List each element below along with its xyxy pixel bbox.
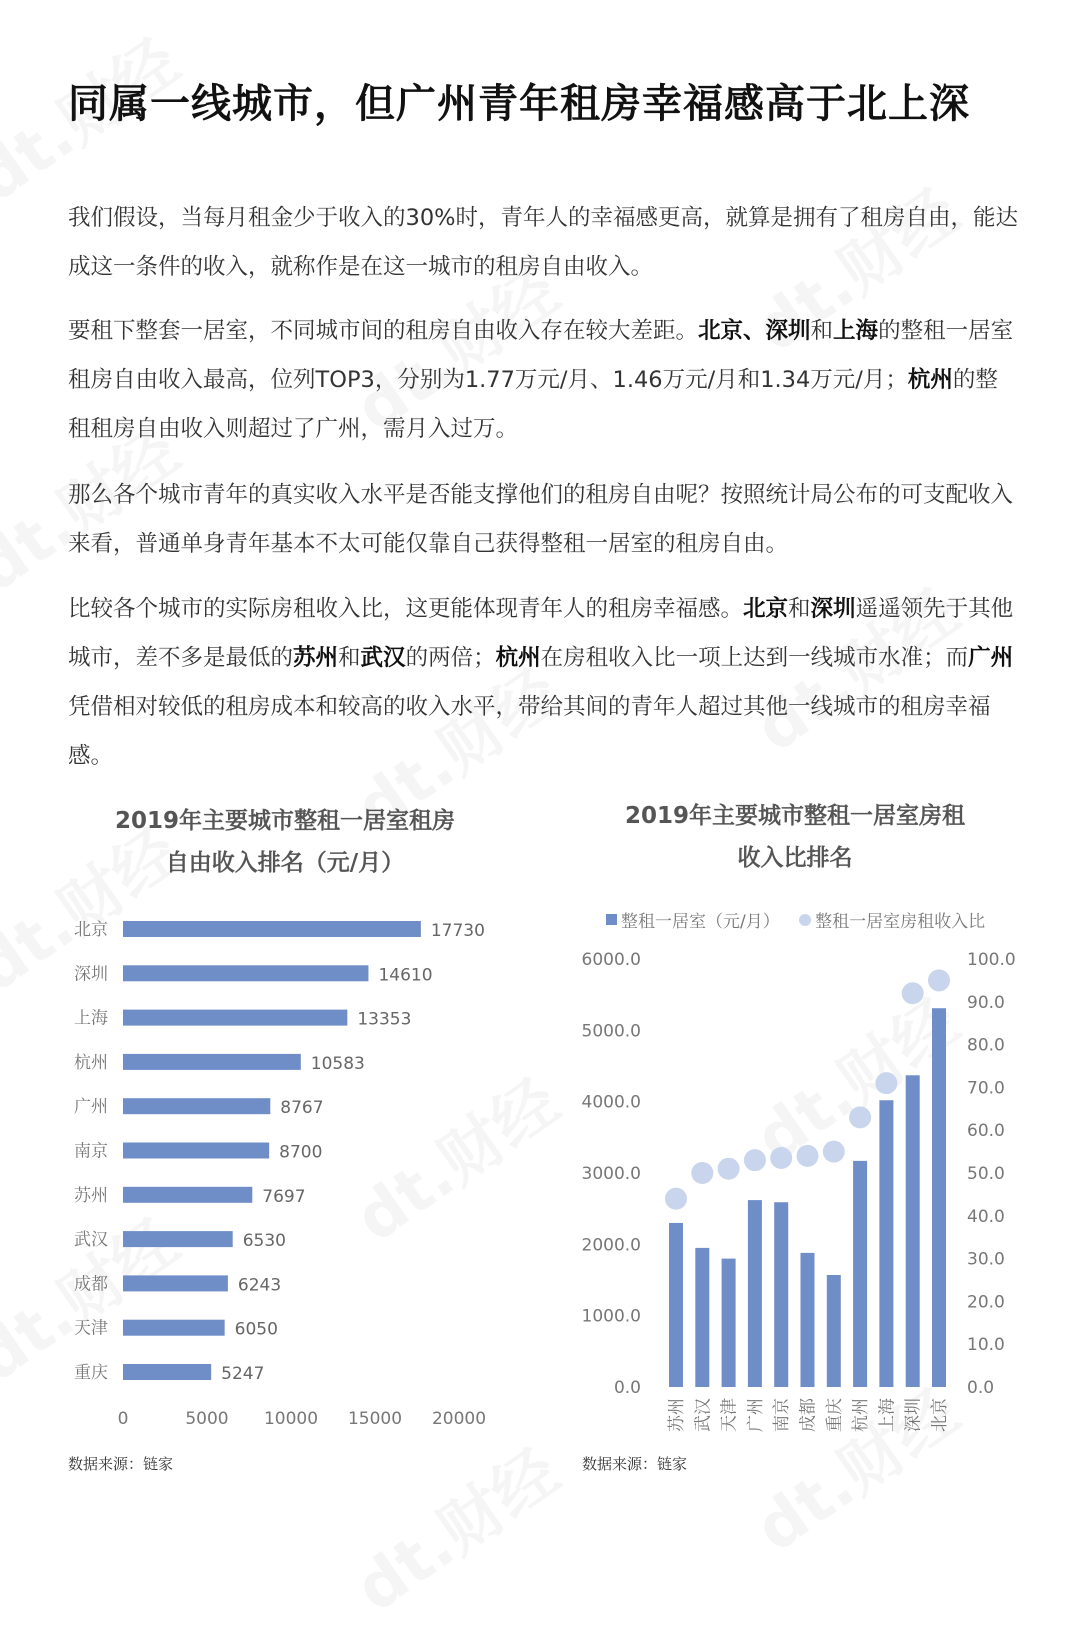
x-tick-label: 10000	[263, 1409, 319, 1429]
bar	[123, 1364, 211, 1380]
page-title: 同属一线城市，但广州青年租房幸福感高于北上深	[68, 81, 970, 127]
bar	[695, 1248, 709, 1387]
y-left-tick-label: 3000.0	[581, 1164, 641, 1184]
bar	[906, 1075, 920, 1387]
y-right-tick-label: 90.0	[967, 992, 1005, 1013]
legend-dot-label: 整租一居室房租收入比	[815, 912, 986, 932]
chart1-source: 数据来源：链家	[68, 1455, 174, 1473]
bar	[123, 1098, 270, 1114]
ratio-dot	[691, 1162, 713, 1184]
body-text: 要租下整套一居室，不同城市间的租房自由收入存在较大差距。	[68, 318, 699, 344]
category-label: 深圳	[74, 964, 108, 985]
body-text: 比较各个城市的实际房租收入比，这更能体现青年人的租房幸福感。	[68, 596, 744, 622]
body-text: 那么各个城市青年的真实收入水平是否能支撑他们的租房自由呢？按照统计局公布的可支配收入来看，普通单身青年基本不太可能仅靠自己获得整租一居室的租房自由。	[68, 482, 1014, 557]
y-right-tick-label: 0.0	[967, 1378, 995, 1398]
bar	[123, 1187, 252, 1203]
data-label: 7697	[262, 1186, 306, 1207]
ratio-dot	[928, 969, 950, 991]
y-right-tick-label: 70.0	[967, 1078, 1005, 1099]
x-category-label: 广州	[745, 1398, 766, 1432]
y-left-tick-label: 0.0	[613, 1378, 641, 1398]
paragraph	[68, 194, 1018, 292]
data-label: 14610	[378, 965, 433, 986]
y-right-tick-label: 80.0	[967, 1035, 1005, 1056]
body-text: 的两倍；	[405, 645, 496, 671]
paragraph	[68, 307, 1018, 454]
bar	[123, 1275, 228, 1291]
y-right-tick-label: 40.0	[967, 1206, 1005, 1227]
highlight-text: 武汉	[360, 645, 406, 671]
income-rank-bar-chart	[60, 900, 520, 1460]
chart2-title-line1: 2019年主要城市整租一居室房租	[624, 803, 965, 829]
bar	[669, 1223, 683, 1387]
chart2-source: 数据来源：链家	[582, 1455, 688, 1473]
ratio-dot	[823, 1141, 845, 1163]
body-text: 凭借相对较低的租房成本和较高的收入水平，带给其间的青年人超过其他一线城市的租房幸福感。	[68, 694, 991, 769]
data-label: 5247	[221, 1364, 265, 1384]
y-right-tick-label: 30.0	[967, 1249, 1005, 1270]
x-tick-label: 0	[117, 1409, 129, 1429]
highlight-text: 广州	[968, 645, 1014, 671]
bar	[123, 1143, 269, 1159]
data-label: 6050	[234, 1319, 278, 1340]
bar	[123, 965, 368, 981]
highlight-text: 杭州	[495, 645, 541, 671]
y-left-tick-label: 4000.0	[581, 1092, 641, 1113]
data-label: 8767	[280, 1098, 324, 1119]
data-label: 6243	[237, 1275, 282, 1296]
highlight-text: 上海	[833, 318, 879, 344]
body-text: 和	[338, 645, 361, 671]
data-label: 13353	[357, 1009, 412, 1030]
y-left-tick-label: 1000.0	[581, 1306, 641, 1327]
x-category-label: 杭州	[851, 1398, 872, 1432]
highlight-text: 北京	[743, 596, 789, 622]
data-label: 8700	[279, 1142, 323, 1163]
bar	[748, 1200, 762, 1387]
bar	[879, 1100, 893, 1387]
y-left-tick-label: 6000.0	[581, 950, 641, 970]
body-text: 和	[810, 318, 834, 344]
bar	[801, 1253, 815, 1387]
category-label: 北京	[74, 920, 108, 940]
chart1-title-line2: 自由收入排名（元/月）	[165, 850, 405, 876]
chart2-title	[580, 795, 1010, 879]
paragraph	[68, 471, 1018, 569]
ratio-dot	[665, 1188, 687, 1210]
x-category-label: 天津	[719, 1398, 740, 1432]
highlight-text: 北京、深圳	[698, 318, 811, 344]
bar	[932, 1008, 946, 1387]
x-category-label: 苏州	[667, 1398, 687, 1432]
y-right-tick-label: 100.0	[967, 950, 1016, 970]
category-label: 重庆	[74, 1363, 108, 1383]
highlight-text: 杭州	[907, 367, 953, 393]
x-category-label: 武汉	[693, 1398, 714, 1432]
category-label: 南京	[74, 1141, 108, 1162]
body-text: 的整租租房自由收入则超过了广州，需月入过万。	[68, 367, 998, 442]
bar	[722, 1259, 736, 1387]
body-text: 我们假设，当每月租金少于收入的30%时，青年人的幸福感更高，就算是拥有了租房自由，能达成这一条件的收入，就称作是在这一城市的租房自由收入。	[68, 205, 1019, 280]
bar	[123, 1231, 233, 1247]
ratio-dot	[902, 982, 924, 1004]
ratio-dot	[875, 1072, 897, 1094]
bar	[123, 921, 421, 937]
y-right-tick-label: 10.0	[967, 1335, 1005, 1356]
ratio-dot	[797, 1145, 819, 1167]
bar	[123, 1010, 347, 1026]
data-label: 6530	[242, 1231, 286, 1252]
bar	[123, 1054, 301, 1070]
category-label: 广州	[74, 1097, 108, 1118]
legend-bar-label: 整租一居室（元/月）	[621, 912, 780, 932]
x-category-label: 北京	[930, 1398, 950, 1432]
category-label: 武汉	[74, 1230, 108, 1251]
body-text: 遥遥领先于其他城市，差不多是最低的	[68, 596, 1014, 671]
bar	[123, 1320, 225, 1336]
x-category-label: 重庆	[824, 1398, 845, 1432]
highlight-text: 深圳	[810, 596, 856, 622]
x-tick-label: 15000	[347, 1409, 403, 1429]
legend-dot-swatch	[799, 914, 811, 926]
x-category-label: 成都	[798, 1398, 819, 1432]
body-text: 在房租收入比一项上达到一线城市水准；而	[540, 645, 969, 671]
category-label: 苏州	[74, 1185, 108, 1206]
chart2-title-line2: 收入比排名	[737, 845, 853, 871]
y-right-tick-label: 60.0	[967, 1121, 1005, 1142]
paragraph	[68, 585, 1018, 781]
chart2-legend	[606, 907, 985, 932]
chart1-title-line1: 2019年主要城市整租一居室租房	[114, 808, 455, 834]
x-tick-label: 5000	[185, 1409, 229, 1429]
x-category-label: 深圳	[903, 1398, 924, 1432]
legend-bar-swatch	[606, 914, 617, 925]
y-right-tick-label: 20.0	[967, 1292, 1005, 1313]
data-label: 17730	[430, 921, 485, 941]
highlight-text: 苏州	[293, 645, 339, 671]
category-label: 成都	[74, 1274, 108, 1295]
bar	[827, 1275, 841, 1387]
y-left-tick-label: 5000.0	[581, 1021, 641, 1042]
rent-income-ratio-chart	[570, 930, 1040, 1490]
body-text: 和	[788, 596, 811, 622]
ratio-dot	[718, 1158, 740, 1180]
x-category-label: 南京	[772, 1398, 793, 1432]
category-label: 天津	[74, 1318, 108, 1339]
y-right-tick-label: 50.0	[967, 1164, 1005, 1184]
x-tick-label: 20000	[431, 1409, 487, 1429]
body-text: 的整租一居室租房自由收入最高，位列TOP3，分别为1.77万元/月、1.46万元/月和1.34万元/月；	[68, 318, 1014, 393]
category-label: 杭州	[74, 1052, 108, 1073]
ratio-dot	[744, 1149, 766, 1171]
data-label: 10583	[310, 1053, 365, 1074]
ratio-dot	[849, 1106, 871, 1128]
bar	[774, 1202, 788, 1387]
y-left-tick-label: 2000.0	[581, 1235, 641, 1256]
ratio-dot	[770, 1147, 792, 1169]
x-category-label: 上海	[877, 1398, 898, 1432]
chart1-title	[70, 800, 500, 884]
bar	[853, 1161, 867, 1387]
category-label: 上海	[74, 1008, 108, 1029]
